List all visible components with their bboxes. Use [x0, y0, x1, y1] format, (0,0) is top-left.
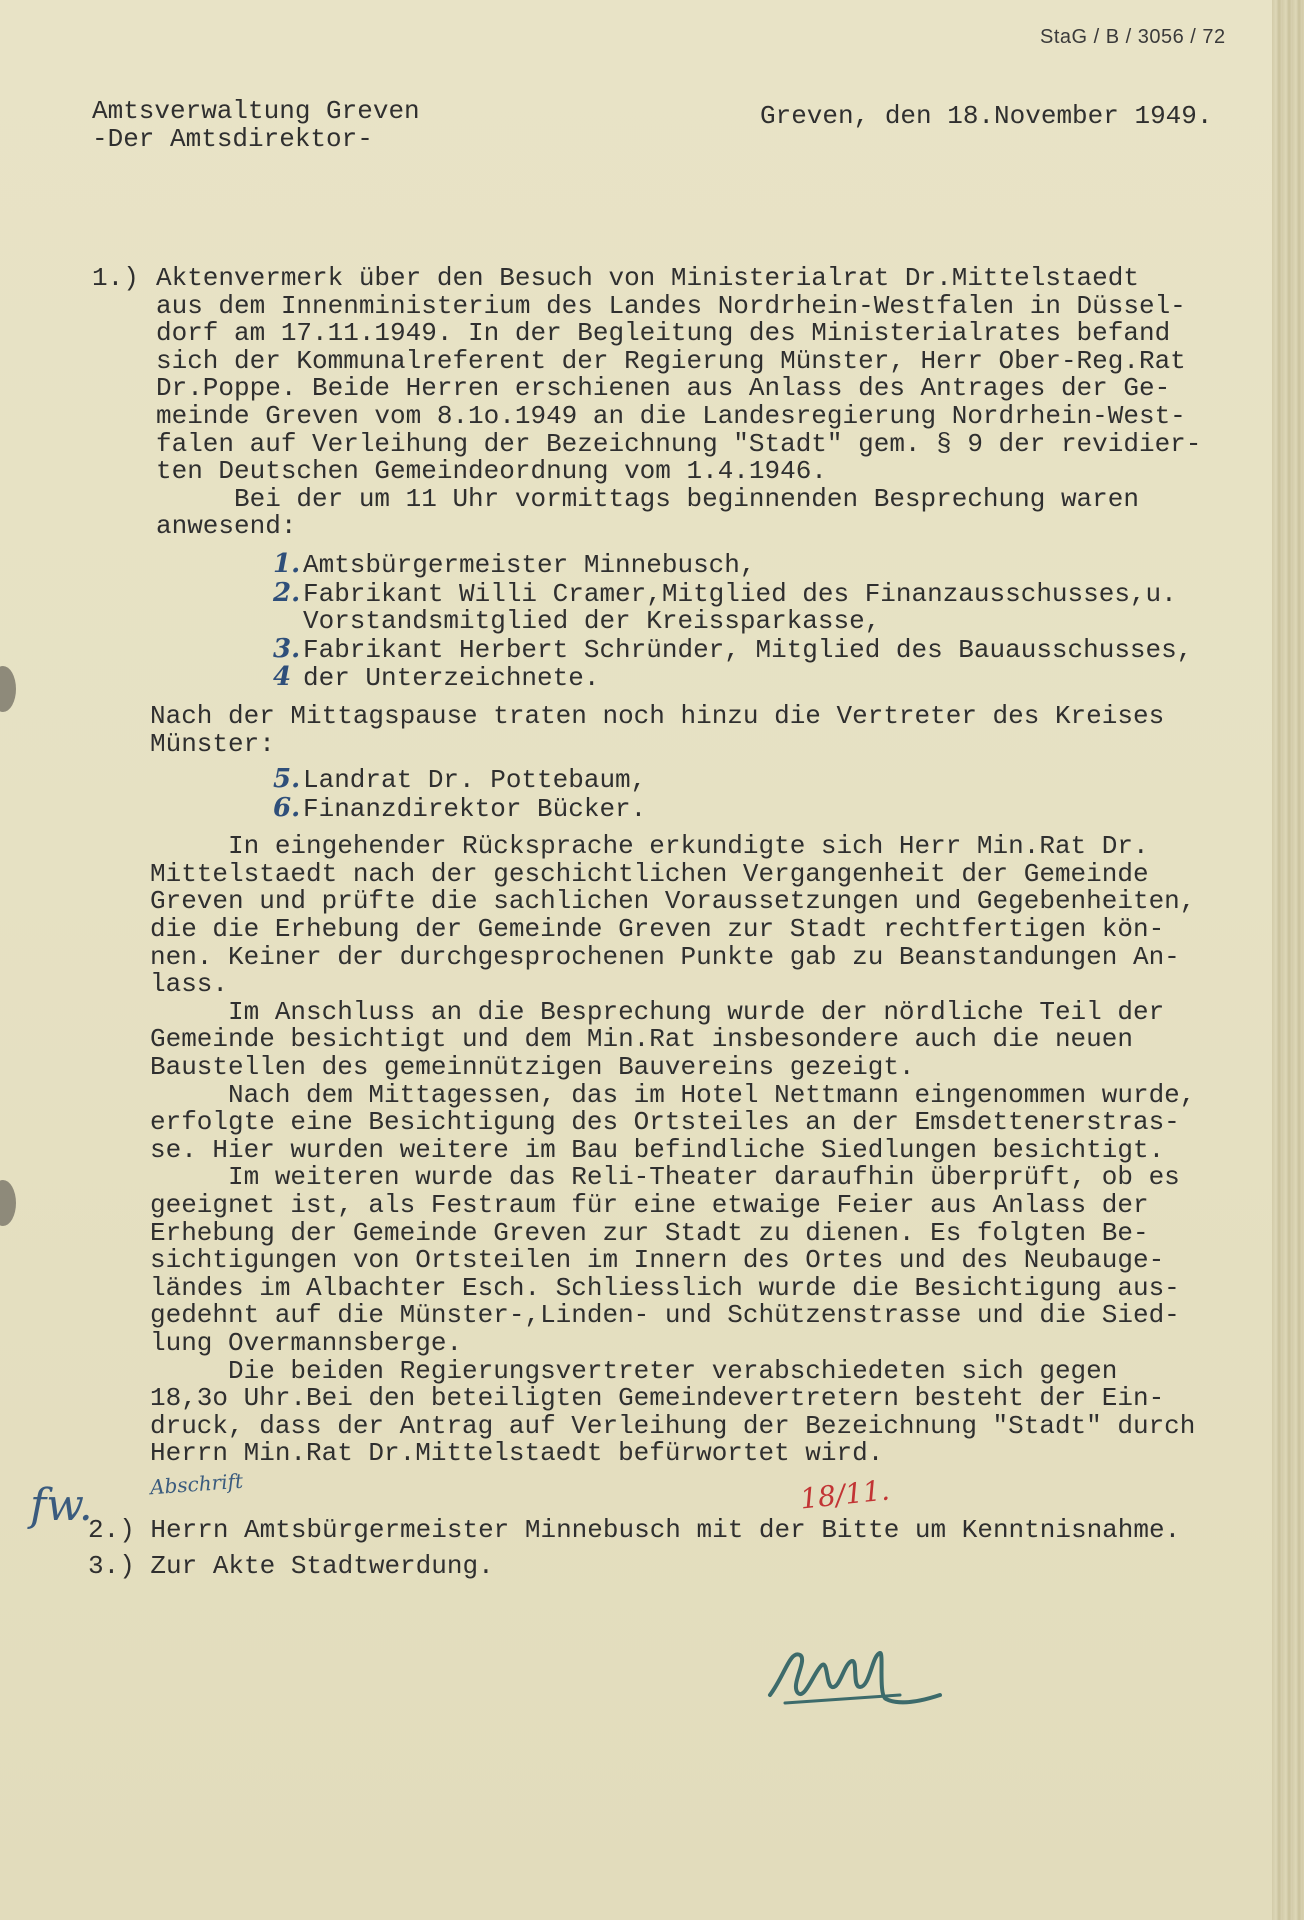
handwritten-note-above: Abschrift [149, 1468, 244, 1500]
attendee-text: Finanzdirektor Bücker. [303, 793, 647, 824]
text-line: geeignet ist, als Festraum für eine etwaige Feier aus Anlass der [150, 1190, 1149, 1220]
attendee-number: 3. [273, 633, 301, 664]
text-line: Gemeinde besichtigt und dem Min.Rat insbesondere auch die neuen [150, 1024, 1133, 1055]
text-line: nen. Keiner der durchgesprochenen Punkte gab zu Beanstandungen An- [150, 941, 1180, 972]
office-role: -Der Amtsdirektor- [92, 123, 373, 154]
text-line: lass. [150, 969, 229, 1000]
text-line: ten Deutschen Gemeindeordnung vom 1.4.1946. [156, 456, 827, 487]
memo-text-block [150, 263, 1202, 1469]
paragraph-discussion [150, 833, 1201, 1468]
text-line: sichtigungen von Ortsteilen im Innern des Ortes und des Neubauge- [150, 1245, 1165, 1276]
afternoon-attendee-list [273, 766, 1201, 823]
text-line: lung Overmannsberge. [150, 1327, 463, 1358]
attendee [273, 548, 1201, 580]
attendee-text: Vorstandsmitglied der Kreissparkasse, [303, 606, 881, 637]
date-line: Greven, den 18.November 1949. [760, 101, 1213, 131]
distribution-list [88, 1517, 1180, 1580]
attendee [273, 577, 1201, 609]
attendee-number: 4 [273, 662, 292, 693]
attendee-text: Fabrikant Herbert Schründer, Mitglied des Bauausschusses, [303, 634, 1193, 665]
text-line: Greven und prüfte die sachlichen Voraussetzungen und Gegebenheiten, [150, 886, 1196, 917]
text-line: Erhebung der Gemeinde Greven zur Stadt zu dienen. Es folgten Be- [150, 1217, 1149, 1248]
text-line: aus dem Innenministerium des Landes Nordrhein-Westfalen in Düssel- [156, 290, 1186, 321]
text-line: meinde Greven vom 8.1o.1949 an die Landesregierung Nordrhein-West- [156, 400, 1186, 431]
text-line: Die beiden Regierungsvertreter verabschiedeten sich gegen [150, 1355, 1118, 1386]
text-line: se. Hier wurden weitere im Bau befindliche Siedlungen besichtigt. [150, 1134, 1165, 1165]
text-line: Nach der Mittagspause traten noch hinzu die Vertreter des Kreises [150, 700, 1165, 731]
punch-hole [0, 666, 16, 712]
attendee [273, 792, 1201, 824]
signature-image [760, 1615, 950, 1725]
attendee-text: Landrat Dr. Pottebaum, [303, 765, 647, 796]
handwritten-mark-left: fw. [30, 1480, 93, 1531]
distribution-item-3: 3.) Zur Akte Stadtwerdung. [88, 1550, 494, 1581]
attendee-number: 2. [273, 577, 301, 608]
section-number: 1.) [92, 263, 139, 293]
text-line: die die Erhebung der Gemeinde Greven zur Stadt rechtfertigen kön- [150, 914, 1165, 945]
text-line: ländes im Albachter Esch. Schliesslich wurde die Besichtigung aus- [150, 1272, 1180, 1303]
handwritten-red-initials: 18/11. [798, 1473, 892, 1516]
attendee [273, 664, 1201, 693]
text-line: Im weiteren wurde das Reli-Theater daraufhin überprüft, ob es [150, 1162, 1180, 1193]
memo-body [92, 265, 1201, 1468]
text-line: Baustellen des gemeinnützigen Bauvereins gezeigt. [150, 1052, 915, 1083]
text-line: anwesend: [156, 511, 297, 542]
text-line: Aktenvermerk über den Besuch von Ministerialrat Dr.Mittelstaedt [156, 263, 1139, 293]
text-line: druck, dass der Antrag auf Verleihung der Bezeichnung "Stadt" durch [150, 1410, 1196, 1441]
punch-hole [0, 1180, 16, 1226]
text-line: falen auf Verleihung der Bezeichnung "Stadt" gem. § 9 der revidier- [156, 428, 1202, 459]
text-line: dorf am 17.11.1949. In der Begleitung des Ministerialrates befand [156, 318, 1171, 349]
archive-reference: StaG / B / 3056 / 72 [1040, 26, 1226, 48]
paragraph-intro [156, 265, 1201, 541]
attendee-text: Amtsbürgermeister Minnebusch, [303, 549, 756, 580]
attendee [273, 766, 1201, 795]
text-line: erfolgte eine Besichtigung des Ortsteiles an der Emsdettenerstras- [150, 1107, 1180, 1138]
text-line: Mittelstaedt nach der geschichtlichen Vergangenheit der Gemeinde [150, 858, 1149, 889]
afternoon-intro [150, 700, 1201, 759]
text-line: Nach dem Mittagessen, das im Hotel Nettmann eingenommen wurde, [150, 1079, 1196, 1110]
attendee-number: 6. [273, 792, 301, 823]
attendee-number: 1. [273, 548, 301, 579]
office-header [92, 98, 420, 153]
attendee-text: der Unterzeichnete. [303, 663, 600, 694]
text-line: Dr.Poppe. Beide Herren erschienen aus Anlass des Antrages der Ge- [156, 373, 1171, 404]
distribution-item-2: 2.) Herrn Amtsbürgermeister Minnebusch mit der Bitte um Kenntnisnahme. [88, 1515, 1181, 1545]
attendee [273, 633, 1201, 665]
text-line: sich der Kommunalreferent der Regierung Münster, Herr Ober-Reg.Rat [156, 345, 1186, 376]
text-line: gedehnt auf die Münster-,Linden- und Schützenstrasse und die Sied- [150, 1300, 1180, 1331]
text-line: Im Anschluss an die Besprechung wurde der nördliche Teil der [150, 996, 1165, 1027]
text-line: Bei der um 11 Uhr vormittags beginnenden Besprechung waren [156, 483, 1139, 514]
office-name: Amtsverwaltung Greven [92, 96, 420, 126]
attendee-list [273, 548, 1201, 694]
attendee-text: Fabrikant Willi Cramer,Mitglied des Finanzausschusses,u. [303, 578, 1177, 609]
text-line: Herrn Min.Rat Dr.Mittelstaedt befürwortet wird. [150, 1438, 884, 1469]
page-edge-stack [1272, 0, 1304, 1920]
text-line: Münster: [150, 728, 275, 759]
attendee-continuation [273, 608, 1201, 636]
text-line: In eingehender Rücksprache erkundigte sich Herr Min.Rat Dr. [150, 831, 1149, 862]
attendee-number: 5. [273, 764, 301, 795]
text-line: 18,3o Uhr.Bei den beteiligten Gemeindevertretern besteht der Ein- [150, 1383, 1165, 1414]
